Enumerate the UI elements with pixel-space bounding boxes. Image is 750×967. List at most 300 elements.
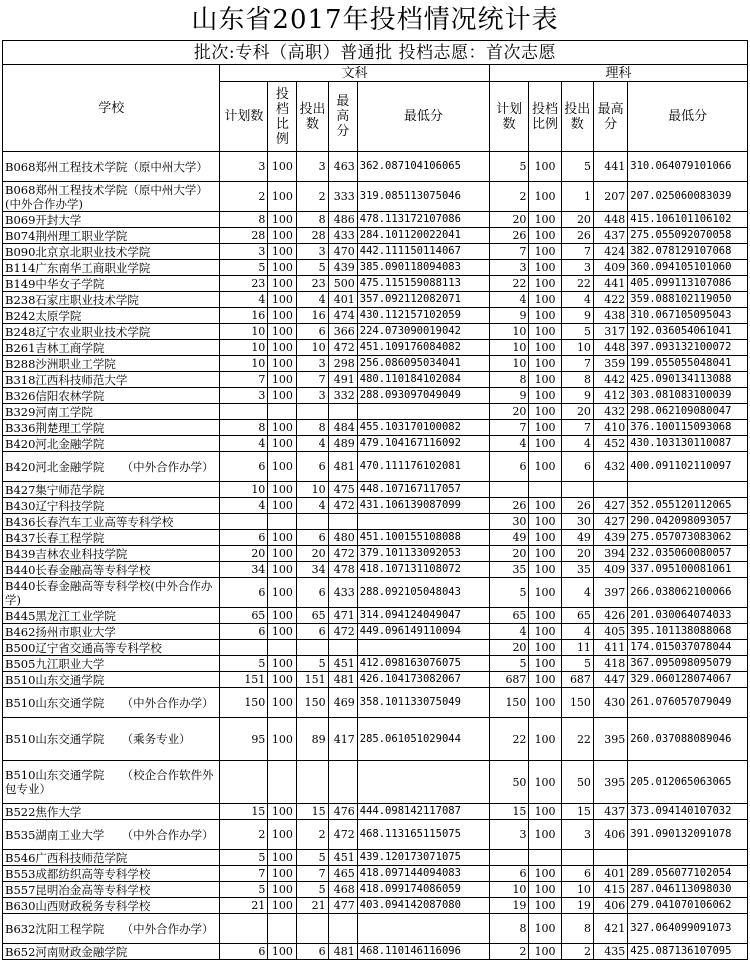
table-row: [3, 420, 748, 436]
like-plan-cell: 10: [489, 882, 529, 898]
like-ratio-cell: 100: [529, 182, 561, 212]
like-out-cell: 5: [561, 656, 593, 672]
like-ratio-cell: 100: [529, 718, 561, 761]
like-out-cell: 4: [561, 624, 593, 640]
wenke-plan-cell: 2: [220, 820, 268, 850]
like-out-cell: 9: [561, 388, 593, 404]
wenke-out-cell: 151: [297, 672, 328, 688]
wenke-out-cell: 65: [297, 608, 328, 624]
wenke-out-cell: 28: [297, 228, 328, 244]
like-plan-cell: 20: [489, 640, 529, 656]
wenke-ratio-cell: 100: [268, 546, 297, 562]
wenke-plan-cell: 34: [220, 562, 268, 578]
like-out-cell: 7: [561, 244, 593, 260]
wenke-ratio-cell: [268, 514, 297, 530]
like-min-cell: 192.036054061041: [628, 324, 748, 340]
like-plan-cell: 15: [489, 804, 529, 820]
like-ratio-cell: 100: [529, 514, 561, 530]
like-ratio-cell: 100: [529, 436, 561, 452]
wenke-min-cell: 479.104167116092: [357, 436, 489, 452]
wenke-out-cell: 34: [297, 562, 328, 578]
like-plan-cell: 22: [489, 276, 529, 292]
wenke-plan-cell: 2: [220, 182, 268, 212]
like-min-cell: [628, 850, 748, 866]
wenke-ratio-cell: 100: [268, 482, 297, 498]
like-ratio-cell: 100: [529, 672, 561, 688]
wenke-min-cell: 455.103170100082: [357, 420, 489, 436]
table-row: [3, 898, 748, 914]
like-max-cell: 401: [593, 866, 627, 882]
like-out-cell: 20: [561, 404, 593, 420]
like-min-cell: 260.037088089046: [628, 718, 748, 761]
school-name-cell: B436长春汽车工业高等专科学校: [3, 514, 220, 530]
like-max-cell: 427: [593, 498, 627, 514]
school-name-cell: B440长春金融高等专科学校: [3, 562, 220, 578]
like-min-cell: 199.055055048041: [628, 356, 748, 372]
wenke-max-cell: 486: [328, 212, 357, 228]
like-min-cell: 279.041070106062: [628, 898, 748, 914]
like-out-cell: 22: [561, 718, 593, 761]
table-row: [3, 718, 748, 761]
like-max-cell: 441: [593, 276, 627, 292]
wenke-ratio-cell: 100: [268, 688, 297, 718]
wenke-ratio-cell: [268, 761, 297, 804]
like-ratio-cell: [529, 482, 561, 498]
wenke-out-cell: 5: [297, 260, 328, 276]
like-ratio-cell: 100: [529, 944, 561, 960]
like-max-cell: 448: [593, 212, 627, 228]
school-name-cell: B652河南财政金融学院: [3, 944, 220, 960]
wenke-min-cell: 451.109176084082: [357, 340, 489, 356]
wenke-max-cell: 476: [328, 804, 357, 820]
wenke-min-cell: 444.098142117087: [357, 804, 489, 820]
like-ratio-cell: 100: [529, 260, 561, 276]
wenke-min-cell: 379.101133092053: [357, 546, 489, 562]
like-min-cell: 425.090134113088: [628, 372, 748, 388]
like-max-cell: 432: [593, 452, 627, 482]
wenke-min-cell: 358.101133075049: [357, 688, 489, 718]
wenke-out-cell: 5: [297, 882, 328, 898]
like-out-cell: 9: [561, 308, 593, 324]
like-min-cell: 329.060128074067: [628, 672, 748, 688]
like-plan-cell: 30: [489, 514, 529, 530]
like-min-cell: 405.099113107086: [628, 276, 748, 292]
wenke-max-cell: 472: [328, 498, 357, 514]
like-out-cell: 8: [561, 372, 593, 388]
table-row: [3, 482, 748, 498]
like-ratio-cell: 100: [529, 292, 561, 308]
wenke-plan-cell: 7: [220, 866, 268, 882]
like-ratio-cell: 100: [529, 761, 561, 804]
table-row: [3, 761, 748, 804]
wenke-min-cell: 468.110146116096: [357, 944, 489, 960]
wenke-ratio-cell: 100: [268, 260, 297, 276]
like-plan-cell: 3: [489, 820, 529, 850]
like-min-cell: 415.106101106102: [628, 212, 748, 228]
wenke-plan-cell: 3: [220, 152, 268, 182]
wenke-ratio-cell: 100: [268, 340, 297, 356]
wenke-out-cell: 150: [297, 688, 328, 718]
wenke-out-cell: 8: [297, 420, 328, 436]
wenke-max-cell: 333: [328, 182, 357, 212]
like-plan-cell: 65: [489, 608, 529, 624]
like-max-cell: 437: [593, 228, 627, 244]
like-min-cell: 352.055120112065: [628, 498, 748, 514]
wenke-out-cell: 10: [297, 482, 328, 498]
wenke-max-cell: 433: [328, 578, 357, 608]
table-row: [3, 656, 748, 672]
table-row: [3, 530, 748, 546]
like-ratio-cell: 100: [529, 340, 561, 356]
wenke-plan-cell: 8: [220, 420, 268, 436]
like-plan-cell: 26: [489, 498, 529, 514]
wenke-out-cell: 6: [297, 624, 328, 640]
like-plan-cell: 10: [489, 324, 529, 340]
table-row: [3, 244, 748, 260]
wenke-max-cell: [328, 404, 357, 420]
wenke-out-cell: 15: [297, 804, 328, 820]
like-min-cell: 360.094105101060: [628, 260, 748, 276]
wenke-ratio-cell: 100: [268, 356, 297, 372]
wenke-max-cell: 481: [328, 452, 357, 482]
like-ratio-cell: 100: [529, 624, 561, 640]
wenke-max-cell: 433: [328, 228, 357, 244]
wenke-plan-cell: 5: [220, 882, 268, 898]
like-ratio-cell: 100: [529, 404, 561, 420]
like-ratio-cell: 100: [529, 228, 561, 244]
like-plan-cell: 20: [489, 212, 529, 228]
school-name-cell: B440长春金融高等专科学校(中外合作办学): [3, 578, 220, 608]
like-plan-cell: 35: [489, 562, 529, 578]
wenke-plan-cell: 10: [220, 356, 268, 372]
table-row: [3, 514, 748, 530]
wenke-ratio-cell: 100: [268, 324, 297, 340]
wenke-min-cell: 288.093097049049: [357, 388, 489, 404]
wenke-min-cell: 468.113165115075: [357, 820, 489, 850]
wenke-max-cell: [328, 514, 357, 530]
wenke-out-cell: 3: [297, 244, 328, 260]
wenke-out-cell: [297, 404, 328, 420]
like-plan-cell: 3: [489, 260, 529, 276]
wenke-out-cell: 7: [297, 866, 328, 882]
school-name-cell: B437长春工程学院: [3, 530, 220, 546]
wenke-max-cell: 465: [328, 866, 357, 882]
like-out-cell: 20: [561, 212, 593, 228]
wenke-plan-cell: 6: [220, 530, 268, 546]
like-max-cell: 422: [593, 292, 627, 308]
wenke-ratio-cell: 100: [268, 420, 297, 436]
like-out-cell: 19: [561, 898, 593, 914]
wenke-max-cell: 451: [328, 656, 357, 672]
like-plan-cell: 687: [489, 672, 529, 688]
wenke-out-cell: 23: [297, 276, 328, 292]
wenke-plan-cell: 10: [220, 482, 268, 498]
table-row: [3, 436, 748, 452]
like-plan-cell: 6: [489, 866, 529, 882]
school-name-cell: B420河北金融学院: [3, 436, 220, 452]
school-name-cell: B242太原学院: [3, 308, 220, 324]
school-name-cell: B069开封大学: [3, 212, 220, 228]
wenke-max-cell: 478: [328, 562, 357, 578]
wenke-ratio-cell: 100: [268, 182, 297, 212]
wenke-max-cell: 481: [328, 944, 357, 960]
like-min-cell: 289.056077102054: [628, 866, 748, 882]
wenke-max-cell: 417: [328, 718, 357, 761]
like-max-cell: 411: [593, 640, 627, 656]
wenke-min-cell: 470.111176102081: [357, 452, 489, 482]
wenke-plan-cell: 5: [220, 850, 268, 866]
like-plan-cell: 4: [489, 624, 529, 640]
wenke-plan-cell: 95: [220, 718, 268, 761]
like-min-cell: 287.046113098030: [628, 882, 748, 898]
like-ratio-cell: 100: [529, 546, 561, 562]
like-ratio-cell: 100: [529, 308, 561, 324]
wenke-out-cell: 2: [297, 820, 328, 850]
wenke-max-cell: 472: [328, 546, 357, 562]
like-ratio-cell: 100: [529, 212, 561, 228]
wenke-min-cell: [357, 640, 489, 656]
wenke-ratio-cell: 100: [268, 820, 297, 850]
like-min-cell: 382.078129107068: [628, 244, 748, 260]
wenke-min-cell: 439.120173071075: [357, 850, 489, 866]
like-plan-cell: [489, 482, 529, 498]
wenke-out-cell: [297, 914, 328, 944]
wenke-out-cell: 8: [297, 212, 328, 228]
like-ratio-cell: 100: [529, 420, 561, 436]
wenke-ratio-cell: [268, 640, 297, 656]
wenke-ratio-cell: 100: [268, 944, 297, 960]
wenke-max-cell: 480: [328, 530, 357, 546]
wenke-min-cell: 224.073090019042: [357, 324, 489, 340]
like-min-cell: 337.095100081061: [628, 562, 748, 578]
wenke-max-cell: 491: [328, 372, 357, 388]
like-out-cell: 20: [561, 546, 593, 562]
like-min-cell: [628, 482, 748, 498]
wenke-min-cell: 256.086095034041: [357, 356, 489, 372]
wenke-plan-cell: 10: [220, 340, 268, 356]
wenke-out-cell: 6: [297, 578, 328, 608]
like-max-cell: 442: [593, 372, 627, 388]
like-min-header: 最低分: [628, 82, 748, 152]
like-ratio-cell: 100: [529, 498, 561, 514]
wenke-plan-cell: 6: [220, 944, 268, 960]
wenke-out-cell: 6: [297, 944, 328, 960]
like-max-cell: 438: [593, 308, 627, 324]
school-name-cell: B430辽宁科技学院: [3, 498, 220, 514]
wenke-min-cell: 475.115159088113: [357, 276, 489, 292]
wenke-ratio-cell: 100: [268, 244, 297, 260]
like-out-cell: 5: [561, 152, 593, 182]
wenke-min-cell: 418.107131108072: [357, 562, 489, 578]
like-max-cell: 409: [593, 562, 627, 578]
like-ratio-cell: 100: [529, 608, 561, 624]
wenke-max-cell: 366: [328, 324, 357, 340]
wenke-ratio-cell: 100: [268, 562, 297, 578]
wenke-plan-cell: 4: [220, 436, 268, 452]
table-row: [3, 260, 748, 276]
wenke-min-cell: 449.096149110094: [357, 624, 489, 640]
wenke-min-cell: 362.087104106065: [357, 152, 489, 182]
wenke-min-cell: 357.092112082071: [357, 292, 489, 308]
wenke-min-cell: 478.113172107086: [357, 212, 489, 228]
like-header: 理科: [489, 65, 747, 82]
like-max-cell: 406: [593, 820, 627, 850]
like-plan-cell: 10: [489, 356, 529, 372]
school-name-cell: B445黑龙江工业学院: [3, 608, 220, 624]
like-plan-cell: 5: [489, 578, 529, 608]
like-plan-cell: 150: [489, 688, 529, 718]
wenke-ratio-cell: 100: [268, 850, 297, 866]
wenke-out-cell: 89: [297, 718, 328, 761]
like-max-cell: 317: [593, 324, 627, 340]
wenke-header: 文科: [220, 65, 489, 82]
like-max-cell: 447: [593, 672, 627, 688]
like-ratio-cell: 100: [529, 578, 561, 608]
wenke-plan-cell: 10: [220, 324, 268, 340]
like-plan-cell: 2: [489, 944, 529, 960]
wenke-out-cell: 10: [297, 340, 328, 356]
wenke-max-cell: 471: [328, 608, 357, 624]
like-out-cell: 1: [561, 182, 593, 212]
like-plan-cell: 20: [489, 546, 529, 562]
wenke-out-cell: 5: [297, 850, 328, 866]
like-plan-cell: 7: [489, 244, 529, 260]
like-out-cell: 7: [561, 356, 593, 372]
wenke-min-cell: 319.085113075046: [357, 182, 489, 212]
like-out-cell: 15: [561, 804, 593, 820]
wenke-plan-cell: 20: [220, 546, 268, 562]
wenke-ratio-cell: 100: [268, 656, 297, 672]
wenke-max-cell: 472: [328, 820, 357, 850]
like-min-cell: 261.076057079049: [628, 688, 748, 718]
wenke-ratio-cell: 100: [268, 292, 297, 308]
like-max-cell: 435: [593, 944, 627, 960]
wenke-max-cell: 484: [328, 420, 357, 436]
like-ratio-cell: 100: [529, 388, 561, 404]
like-ratio-cell: 100: [529, 866, 561, 882]
wenke-ratio-cell: 100: [268, 372, 297, 388]
table-row: [3, 182, 748, 212]
like-min-cell: 430.103130110087: [628, 436, 748, 452]
like-out-cell: 687: [561, 672, 593, 688]
wenke-ratio-cell: 100: [268, 898, 297, 914]
like-ratio-cell: 100: [529, 640, 561, 656]
school-name-cell: B318江西科技师范大学: [3, 372, 220, 388]
school-name-cell: B553成都纺织高等专科学校: [3, 866, 220, 882]
school-name-cell: B505九江职业大学: [3, 656, 220, 672]
table-row: [3, 866, 748, 882]
like-ratio-cell: [529, 850, 561, 866]
school-name-cell: B248辽宁农业职业技术学院: [3, 324, 220, 340]
like-out-cell: 6: [561, 452, 593, 482]
wenke-max-cell: 439: [328, 260, 357, 276]
batch-subtitle: 批次:专科（高职）普通批 投档志愿：首次志愿: [2, 40, 748, 64]
wenke-plan-cell: 65: [220, 608, 268, 624]
like-out-cell: 4: [561, 292, 593, 308]
school-name-cell: B068郑州工程技术学院（原中州大学）(中外合作办学): [3, 182, 220, 212]
wenke-min-cell: 442.111150114067: [357, 244, 489, 260]
like-out-cell: 6: [561, 866, 593, 882]
school-name-cell: B462扬州市职业大学: [3, 624, 220, 640]
like-plan-cell: 9: [489, 308, 529, 324]
like-out-cell: 10: [561, 882, 593, 898]
wenke-ratio-cell: [268, 914, 297, 944]
school-header: 学校: [3, 65, 220, 152]
like-ratio-cell: 100: [529, 688, 561, 718]
wenke-min-cell: 285.061051029044: [357, 718, 489, 761]
like-out-cell: 49: [561, 530, 593, 546]
like-min-cell: 400.091102110097: [628, 452, 748, 482]
like-max-cell: 395: [593, 718, 627, 761]
wenke-min-cell: [357, 914, 489, 944]
wenke-ratio-header: 投档比例: [268, 82, 297, 152]
wenke-out-cell: 4: [297, 498, 328, 514]
table-row: [3, 944, 748, 960]
wenke-ratio-cell: 100: [268, 718, 297, 761]
like-ratio-cell: 100: [529, 882, 561, 898]
table-row: [3, 882, 748, 898]
like-min-cell: 373.094140107032: [628, 804, 748, 820]
wenke-max-cell: [328, 914, 357, 944]
wenke-min-cell: 284.101120022041: [357, 228, 489, 244]
like-out-cell: 11: [561, 640, 593, 656]
wenke-plan-cell: 3: [220, 388, 268, 404]
wenke-plan-cell: [220, 914, 268, 944]
wenke-min-cell: [357, 514, 489, 530]
wenke-ratio-cell: 100: [268, 672, 297, 688]
wenke-plan-cell: 3: [220, 244, 268, 260]
wenke-ratio-cell: 100: [268, 866, 297, 882]
wenke-ratio-cell: 100: [268, 608, 297, 624]
wenke-max-cell: 477: [328, 898, 357, 914]
like-min-cell: 201.030064074033: [628, 608, 748, 624]
table-row: [3, 624, 748, 640]
like-max-cell: 409: [593, 260, 627, 276]
wenke-min-cell: 412.098163076075: [357, 656, 489, 672]
table-row: [3, 688, 748, 718]
like-out-cell: 30: [561, 514, 593, 530]
wenke-ratio-cell: 100: [268, 804, 297, 820]
like-min-cell: 425.087136107095: [628, 944, 748, 960]
wenke-max-cell: 298: [328, 356, 357, 372]
like-ratio-cell: 100: [529, 530, 561, 546]
school-name-cell: B427集宁师范学院: [3, 482, 220, 498]
table-row: [3, 640, 748, 656]
school-name-cell: B420河北金融学院 （中外合作办学）: [3, 452, 220, 482]
wenke-min-cell: 314.094124049047: [357, 608, 489, 624]
wenke-out-cell: 3: [297, 356, 328, 372]
like-out-cell: 3: [561, 820, 593, 850]
table-row: [3, 308, 748, 324]
like-ratio-cell: 100: [529, 820, 561, 850]
like-plan-cell: [489, 850, 529, 866]
wenke-out-cell: [297, 761, 328, 804]
like-plan-cell: 4: [489, 292, 529, 308]
like-plan-cell: 10: [489, 340, 529, 356]
school-name-cell: B630山西财政税务专科学校: [3, 898, 220, 914]
wenke-max-cell: 481: [328, 672, 357, 688]
school-name-cell: B510山东交通学院: [3, 672, 220, 688]
like-max-cell: 452: [593, 436, 627, 452]
like-min-cell: 298.062109080047: [628, 404, 748, 420]
table-row: [3, 372, 748, 388]
wenke-max-cell: 474: [328, 308, 357, 324]
school-name-cell: B090北京京北职业技术学院: [3, 244, 220, 260]
school-name-cell: B329河南工学院: [3, 404, 220, 420]
school-name-cell: B500辽宁省交通高等专科学校: [3, 640, 220, 656]
like-min-cell: 174.015037078044: [628, 640, 748, 656]
school-name-cell: B557昆明冶金高等专科学校: [3, 882, 220, 898]
